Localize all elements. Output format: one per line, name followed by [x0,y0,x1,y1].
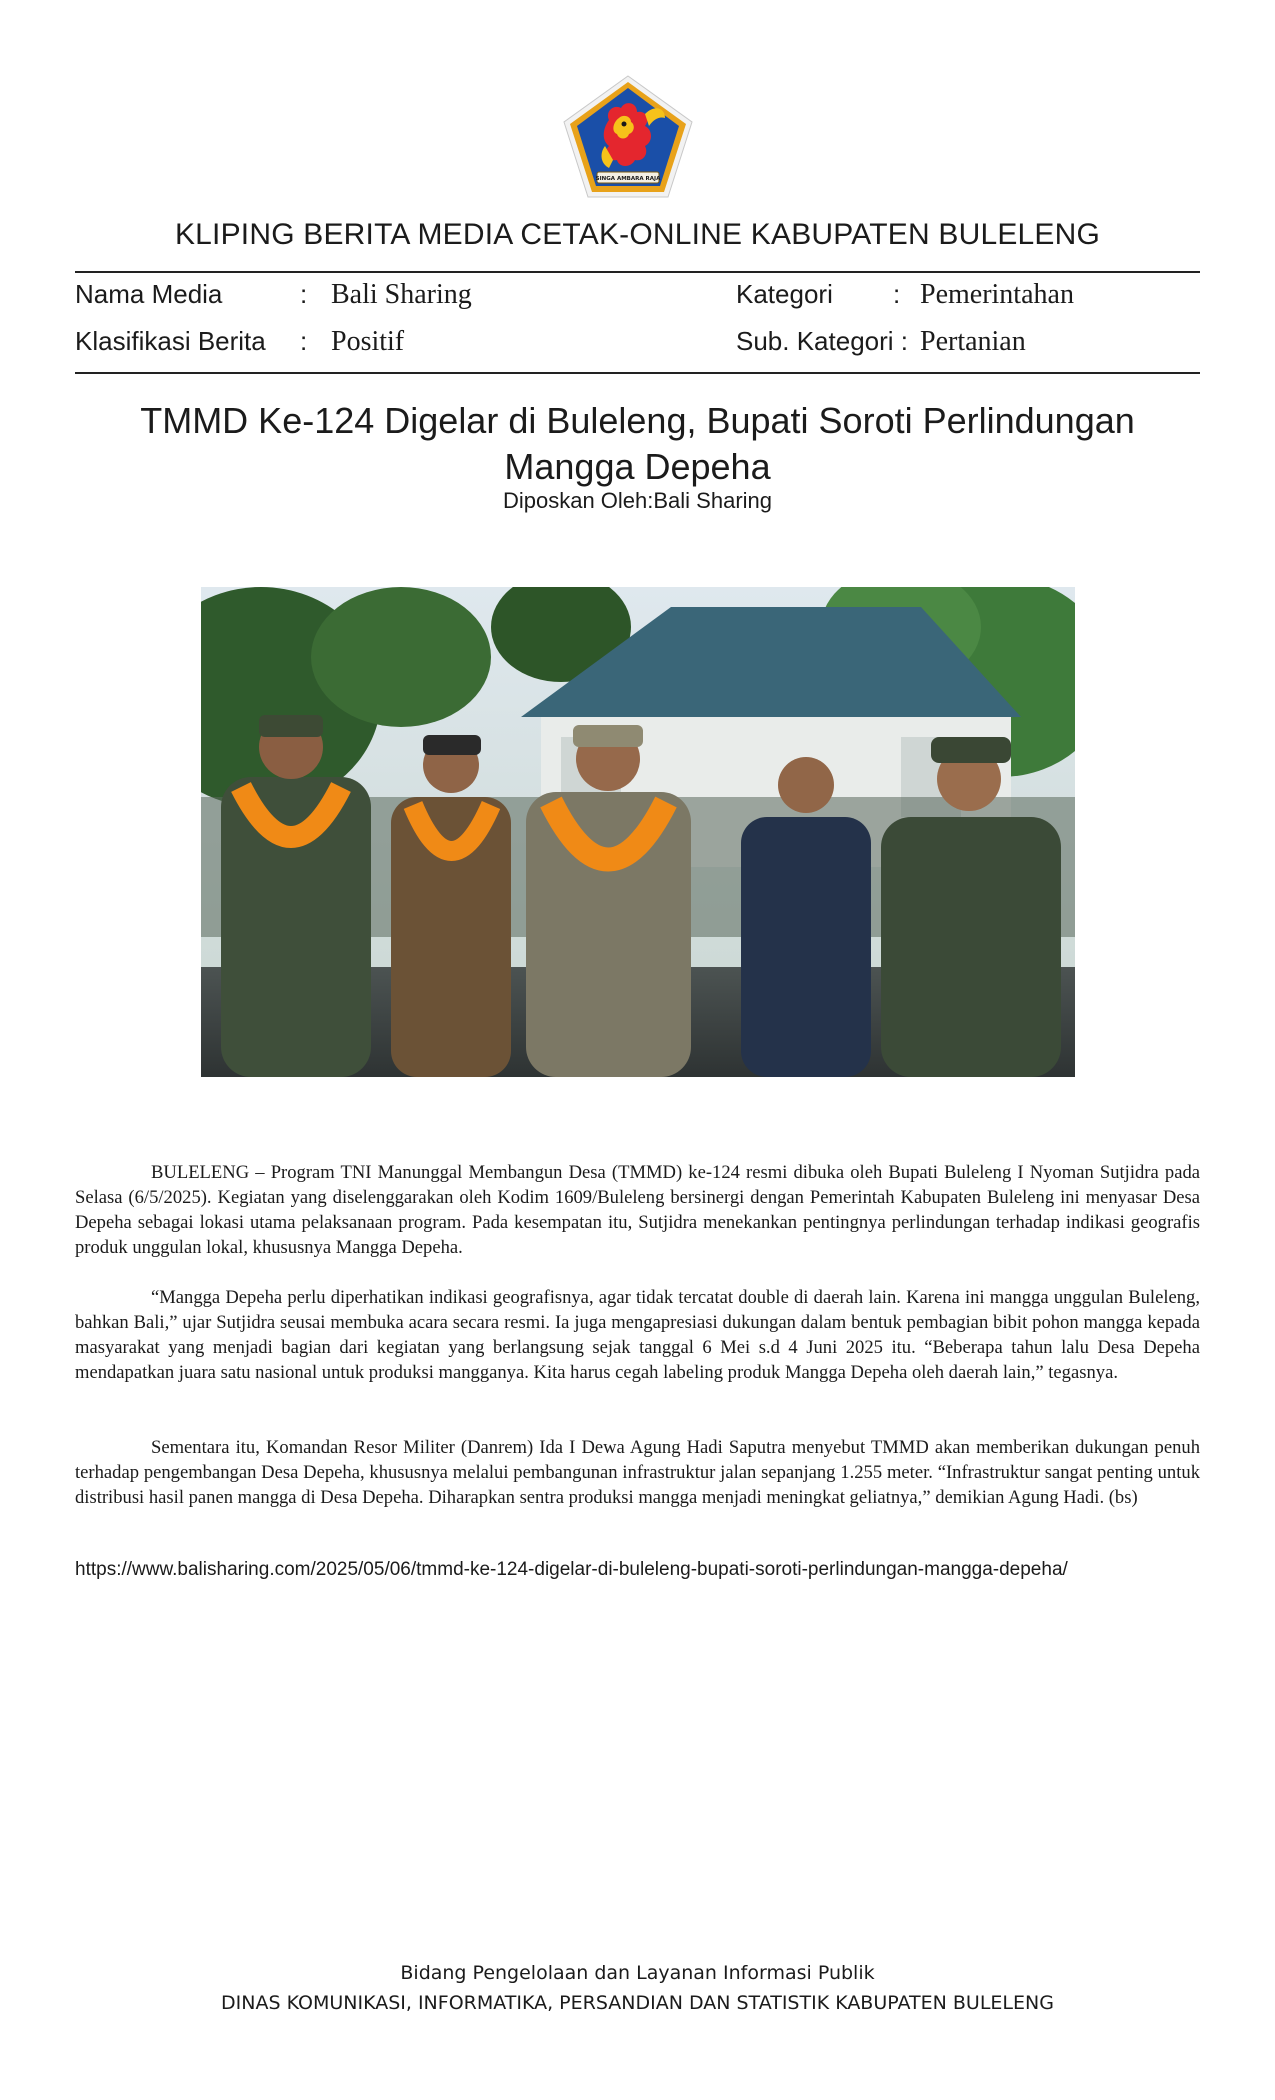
buleleng-coat-of-arms-logo [561,74,695,200]
nama-media-value: Bali Sharing [331,279,472,310]
article-byline: Diposkan Oleh:Bali Sharing [502,488,773,513]
header-rule-top [75,271,1200,273]
sub-kategori-value: Pertanian [920,326,1026,357]
news-photo [201,587,1075,1077]
article-paragraph-2 [75,1285,1200,1385]
article-paragraph-1-text: BULELENG – Program TNI Manunggal Membangun Desa (TMMD) ke-124 resmi dibuka oleh Bupati Buleleng I Nyoman Sutjidra pada Selasa (6/5/2025). Kegiatan yang diselenggarakan oleh Kodim 1609/Buleleng bersinergi dengan Pemerintah Kabupaten Buleleng ini menyasar Desa Depeha sebagai lokasi utama pelaksanaan program. Pada kesempatan itu, Sutjidra menekankan pentingnya perlindungan terhadap indikasi geografis produk unggulan lokal, khususnya Mangga Depeha. [75,1162,1200,1258]
header-rule-bottom [75,372,1200,374]
nama-media-colon: : [300,279,308,309]
klasifikasi-berita-label: Klasifikasi Berita [75,326,266,356]
sub-kategori-label: Sub. Kategori : [736,326,908,356]
nama-media-label: Nama Media [75,279,223,309]
footer-department: Bidang Pengelolaan dan Layanan Informasi Publik [400,1962,875,1984]
kategori-colon: : [893,279,901,309]
article-paragraph-2-text: “Mangga Depeha perlu diperhatikan indikasi geografisnya, agar tidak tercatat double di daerah lain. Karena ini mangga unggulan Buleleng, bahkan Bali,” ujar Sutjidra seusai membuka acara secara resmi. Ia juga mengapresiasi dukungan dalam bentuk pembagian bibit pohon mangga kepada masyarakat yang menjadi bagian dari kegiatan yang berlangsung sejak tanggal 6 Mei s.d 4 Juni 2025 itu. “Beberapa tahun lalu Desa Depeha mendapatkan juara satu nasional untuk produksi mangganya. Kita harus cegah labeling produk Mangga Depeha oleh daerah lain,” tegasnya. [75,1287,1200,1383]
logo-motto: SINGA AMBARA RAJA [595,176,661,182]
source-url-link[interactable]: https://www.balisharing.com/2025/05/06/tmmd-ke-124-digelar-di-buleleng-bupati-soroti-perlindungan-mangga-depeha/ [75,1559,1068,1580]
article-paragraph-1 [75,1160,1200,1260]
article-paragraph-3 [75,1435,1200,1510]
kategori-label: Kategori [736,279,833,309]
article-title: TMMD Ke-124 Digelar di Buleleng, Bupati Soroti Perlindungan Mangga Depeha [140,400,1135,487]
article-paragraph-3-text: Sementara itu, Komandan Resor Militer (Danrem) Ida I Dewa Agung Hadi Saputra menyebut TMMD akan memberikan dukungan penuh terhadap pengembangan Desa Depeha, khususnya melalui pembangunan infrastruktur jalan sepanjang 1.255 meter. “Infrastruktur sangat penting untuk distribusi hasil panen mangga di Desa Depeha. Diharapkan sentra produksi mangga menjadi meningkat geliatnya,” demikian Agung Hadi. (bs) [75,1437,1200,1508]
klasifikasi-colon: : [300,326,308,356]
document-header-title: KLIPING BERITA MEDIA CETAK-ONLINE KABUPATEN BULELENG [174,218,1101,251]
klasifikasi-berita-value: Positif [331,326,405,357]
footer-agency: DINAS KOMUNIKASI, INFORMATIKA, PERSANDIAN DAN STATISTIK KABUPATEN BULELENG [221,1992,1054,2014]
kategori-value: Pemerintahan [920,279,1074,310]
